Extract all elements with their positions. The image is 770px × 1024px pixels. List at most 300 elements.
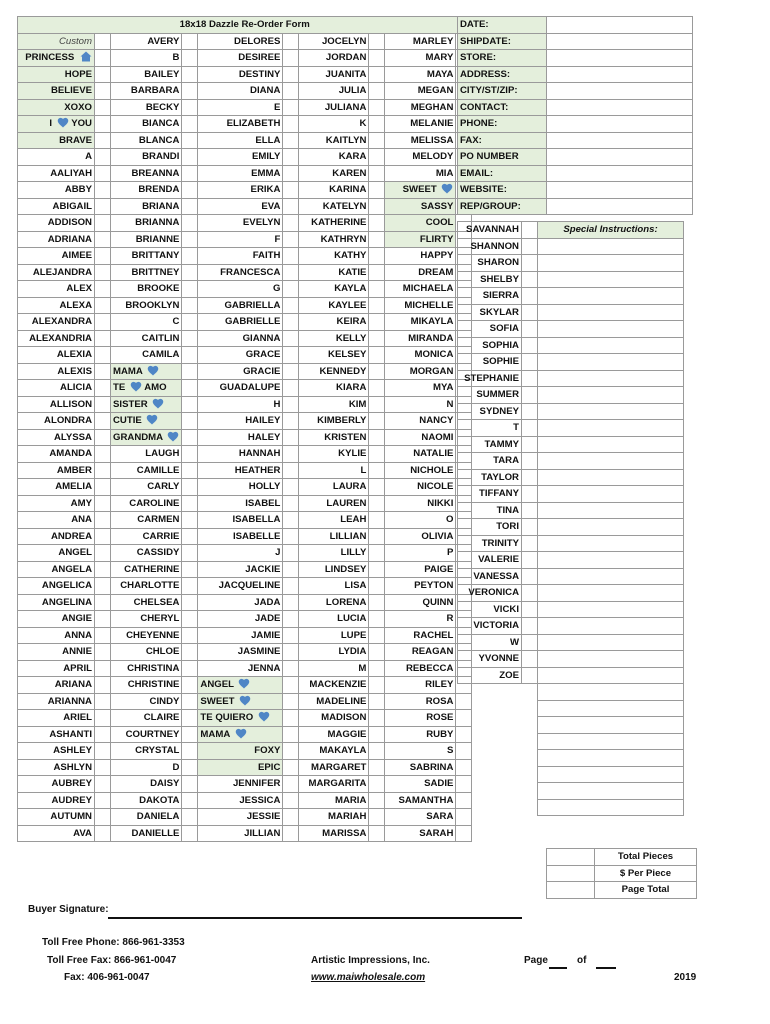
quantity-box[interactable] xyxy=(283,809,299,826)
quantity-box[interactable] xyxy=(95,776,111,793)
quantity-box[interactable] xyxy=(95,198,111,215)
quantity-box[interactable] xyxy=(283,248,299,265)
name-cell xyxy=(385,99,456,116)
special-instructions-field[interactable] xyxy=(538,337,684,354)
quantity-box[interactable] xyxy=(182,215,198,232)
quantity-box[interactable] xyxy=(283,710,299,727)
quantity-box[interactable] xyxy=(283,776,299,793)
grid-row xyxy=(18,446,472,463)
quantity-box[interactable] xyxy=(95,512,111,529)
company-website[interactable]: www.maiwholesale.com xyxy=(311,972,426,983)
quantity-box[interactable] xyxy=(369,545,385,562)
quantity-box[interactable] xyxy=(283,66,299,83)
quantity-box[interactable] xyxy=(182,314,198,331)
quantity-box[interactable] xyxy=(283,677,299,694)
special-instructions-field[interactable] xyxy=(538,420,684,437)
quantity-box[interactable] xyxy=(182,396,198,413)
quantity-box[interactable] xyxy=(95,50,111,67)
info-field[interactable] xyxy=(547,50,693,67)
quantity-box[interactable] xyxy=(95,693,111,710)
quantity-box[interactable] xyxy=(95,660,111,677)
quantity-box[interactable] xyxy=(522,337,538,354)
quantity-box[interactable] xyxy=(283,495,299,512)
special-instructions-field[interactable] xyxy=(538,469,684,486)
grid-row xyxy=(18,347,472,364)
special-instructions-field[interactable] xyxy=(538,684,684,701)
quantity-box[interactable] xyxy=(95,215,111,232)
quantity-box[interactable] xyxy=(95,231,111,248)
quantity-box[interactable] xyxy=(283,314,299,331)
name-cell xyxy=(198,512,283,529)
quantity-box[interactable] xyxy=(182,660,198,677)
quantity-box[interactable] xyxy=(182,561,198,578)
quantity-box[interactable] xyxy=(283,380,299,397)
quantity-box[interactable] xyxy=(369,743,385,760)
quantity-box[interactable] xyxy=(283,660,299,677)
name-label: DELORES xyxy=(234,35,281,47)
quantity-box[interactable] xyxy=(182,66,198,83)
quantity-box[interactable] xyxy=(95,314,111,331)
quantity-box[interactable] xyxy=(369,198,385,215)
quantity-box[interactable] xyxy=(283,50,299,67)
quantity-box[interactable] xyxy=(182,347,198,364)
quantity-box[interactable] xyxy=(369,363,385,380)
quantity-box[interactable] xyxy=(182,116,198,133)
quantity-box[interactable] xyxy=(369,825,385,842)
quantity-box[interactable] xyxy=(369,644,385,661)
quantity-box[interactable] xyxy=(182,231,198,248)
special-instructions-field[interactable] xyxy=(538,255,684,272)
special-instructions-field[interactable] xyxy=(538,766,684,783)
quantity-box[interactable] xyxy=(283,116,299,133)
quantity-box[interactable] xyxy=(369,33,385,50)
quantity-box[interactable] xyxy=(95,594,111,611)
quantity-box[interactable] xyxy=(95,825,111,842)
quantity-box[interactable] xyxy=(283,215,299,232)
quantity-box[interactable] xyxy=(522,667,538,684)
grid-row xyxy=(18,594,472,611)
info-field[interactable] xyxy=(547,66,693,83)
quantity-box[interactable] xyxy=(283,429,299,446)
special-instructions-field[interactable] xyxy=(538,799,684,816)
quantity-box[interactable] xyxy=(283,330,299,347)
quantity-box[interactable] xyxy=(95,33,111,50)
quantity-box[interactable] xyxy=(522,222,538,239)
name-cell xyxy=(111,809,182,826)
quantity-box[interactable] xyxy=(283,132,299,149)
quantity-box[interactable] xyxy=(369,66,385,83)
quantity-box[interactable] xyxy=(369,330,385,347)
special-instructions-field[interactable] xyxy=(538,354,684,371)
info-field[interactable] xyxy=(547,182,693,199)
special-instructions-field[interactable] xyxy=(538,700,684,717)
info-field[interactable] xyxy=(547,132,693,149)
quantity-box[interactable] xyxy=(522,535,538,552)
info-field[interactable] xyxy=(547,165,693,182)
quantity-box[interactable] xyxy=(182,248,198,265)
quantity-box[interactable] xyxy=(182,429,198,446)
quantity-box[interactable] xyxy=(283,561,299,578)
quantity-box[interactable] xyxy=(283,231,299,248)
quantity-box[interactable] xyxy=(182,693,198,710)
quantity-box[interactable] xyxy=(95,380,111,397)
quantity-box[interactable] xyxy=(95,264,111,281)
quantity-box[interactable] xyxy=(95,330,111,347)
quantity-box[interactable] xyxy=(522,321,538,338)
quantity-box[interactable] xyxy=(283,149,299,166)
quantity-box[interactable] xyxy=(369,528,385,545)
quantity-box[interactable] xyxy=(369,693,385,710)
name-label: CHARLOTTE xyxy=(120,580,180,591)
quantity-box[interactable] xyxy=(369,314,385,331)
quantity-box[interactable] xyxy=(283,545,299,562)
special-instructions-field[interactable] xyxy=(538,370,684,387)
signature-line[interactable] xyxy=(108,917,522,919)
quantity-box[interactable] xyxy=(182,792,198,809)
info-field[interactable] xyxy=(547,33,693,50)
name-cell xyxy=(111,264,182,281)
quantity-box[interactable] xyxy=(95,99,111,116)
quantity-box[interactable] xyxy=(182,264,198,281)
name-label: HAILEY xyxy=(245,415,281,426)
special-instructions-field[interactable] xyxy=(538,502,684,519)
quantity-box[interactable] xyxy=(369,479,385,496)
quantity-box[interactable] xyxy=(522,271,538,288)
quantity-box[interactable] xyxy=(95,561,111,578)
special-instructions-field[interactable] xyxy=(538,601,684,618)
quantity-box[interactable] xyxy=(522,370,538,387)
special-instructions-field[interactable] xyxy=(538,519,684,536)
quantity-box[interactable] xyxy=(95,677,111,694)
quantity-box[interactable] xyxy=(95,578,111,595)
quantity-box[interactable] xyxy=(522,354,538,371)
quantity-box[interactable] xyxy=(95,495,111,512)
quantity-box[interactable] xyxy=(283,165,299,182)
special-instructions-field[interactable] xyxy=(538,486,684,503)
special-instructions-field[interactable] xyxy=(538,733,684,750)
quantity-box[interactable] xyxy=(95,545,111,562)
quantity-box[interactable] xyxy=(522,618,538,635)
info-field[interactable] xyxy=(547,116,693,133)
quantity-box[interactable] xyxy=(182,281,198,298)
quantity-box[interactable] xyxy=(283,83,299,100)
quantity-box[interactable] xyxy=(522,238,538,255)
quantity-box[interactable] xyxy=(283,33,299,50)
page-count-blank[interactable] xyxy=(596,967,616,969)
quantity-box[interactable] xyxy=(182,297,198,314)
quantity-box[interactable] xyxy=(182,594,198,611)
special-instructions-field[interactable] xyxy=(538,535,684,552)
quantity-box[interactable] xyxy=(182,512,198,529)
quantity-box[interactable] xyxy=(522,651,538,668)
quantity-box[interactable] xyxy=(95,644,111,661)
grid-row xyxy=(18,743,472,760)
quantity-box[interactable] xyxy=(283,182,299,199)
name-cell xyxy=(299,363,369,380)
quantity-box[interactable] xyxy=(522,255,538,272)
special-instructions-field[interactable] xyxy=(538,453,684,470)
quantity-box[interactable] xyxy=(369,660,385,677)
quantity-box[interactable] xyxy=(95,182,111,199)
quantity-box[interactable] xyxy=(369,792,385,809)
quantity-box[interactable] xyxy=(369,627,385,644)
quantity-box[interactable] xyxy=(369,396,385,413)
quantity-box[interactable] xyxy=(522,486,538,503)
quantity-box[interactable] xyxy=(95,429,111,446)
quantity-box[interactable] xyxy=(182,165,198,182)
quantity-box[interactable] xyxy=(369,726,385,743)
special-instructions-field[interactable] xyxy=(538,288,684,305)
quantity-box[interactable] xyxy=(95,297,111,314)
quantity-box[interactable] xyxy=(369,281,385,298)
special-instructions-field[interactable] xyxy=(538,717,684,734)
quantity-box[interactable] xyxy=(95,479,111,496)
quantity-box[interactable] xyxy=(522,568,538,585)
page-number-blank[interactable] xyxy=(549,967,567,969)
quantity-box[interactable] xyxy=(283,611,299,628)
quantity-box[interactable] xyxy=(283,446,299,463)
quantity-box[interactable] xyxy=(182,677,198,694)
quantity-box[interactable] xyxy=(369,231,385,248)
special-instructions-field[interactable] xyxy=(538,271,684,288)
quantity-box[interactable] xyxy=(369,116,385,133)
quantity-box[interactable] xyxy=(182,462,198,479)
quantity-box[interactable] xyxy=(182,644,198,661)
quantity-box[interactable] xyxy=(283,264,299,281)
quantity-box[interactable] xyxy=(369,462,385,479)
name-cell xyxy=(385,693,456,710)
quantity-box[interactable] xyxy=(456,825,472,842)
quantity-box[interactable] xyxy=(95,347,111,364)
quantity-box[interactable] xyxy=(369,215,385,232)
quantity-box[interactable] xyxy=(369,561,385,578)
quantity-box[interactable] xyxy=(182,330,198,347)
quantity-box[interactable] xyxy=(283,627,299,644)
quantity-box[interactable] xyxy=(369,512,385,529)
quantity-box[interactable] xyxy=(95,116,111,133)
name-cell xyxy=(458,568,522,585)
quantity-box[interactable] xyxy=(182,198,198,215)
quantity-box[interactable] xyxy=(369,50,385,67)
quantity-box[interactable] xyxy=(283,297,299,314)
quantity-box[interactable] xyxy=(369,710,385,727)
quantity-box[interactable] xyxy=(182,363,198,380)
quantity-box[interactable] xyxy=(283,825,299,842)
quantity-box[interactable] xyxy=(182,132,198,149)
quantity-box[interactable] xyxy=(522,502,538,519)
quantity-box[interactable] xyxy=(182,809,198,826)
quantity-box[interactable] xyxy=(369,347,385,364)
empty-cell xyxy=(458,733,538,750)
special-instructions-field[interactable] xyxy=(538,568,684,585)
quantity-box[interactable] xyxy=(182,825,198,842)
quantity-box[interactable] xyxy=(283,743,299,760)
quantity-box[interactable] xyxy=(182,83,198,100)
name-cell xyxy=(18,677,95,694)
quantity-box[interactable] xyxy=(182,578,198,595)
special-instructions-field[interactable] xyxy=(538,238,684,255)
quantity-box[interactable] xyxy=(95,462,111,479)
info-field[interactable] xyxy=(547,17,693,34)
quantity-box[interactable] xyxy=(369,429,385,446)
special-instructions-field[interactable] xyxy=(538,321,684,338)
special-instructions-field[interactable] xyxy=(538,387,684,404)
quantity-box[interactable] xyxy=(182,495,198,512)
quantity-box[interactable] xyxy=(182,743,198,760)
quantity-box[interactable] xyxy=(95,809,111,826)
quantity-box[interactable] xyxy=(369,149,385,166)
quantity-box[interactable] xyxy=(283,693,299,710)
quantity-box[interactable] xyxy=(95,149,111,166)
quantity-box[interactable] xyxy=(369,248,385,265)
quantity-box[interactable] xyxy=(283,528,299,545)
quantity-box[interactable] xyxy=(283,512,299,529)
special-instructions-field[interactable] xyxy=(538,783,684,800)
quantity-box[interactable] xyxy=(182,446,198,463)
quantity-box[interactable] xyxy=(182,33,198,50)
quantity-box[interactable] xyxy=(182,380,198,397)
quantity-box[interactable] xyxy=(182,545,198,562)
quantity-box[interactable] xyxy=(95,759,111,776)
page-total-field[interactable] xyxy=(547,882,595,899)
special-instructions-field[interactable] xyxy=(538,304,684,321)
quantity-box[interactable] xyxy=(95,710,111,727)
quantity-box[interactable] xyxy=(283,578,299,595)
quantity-box[interactable] xyxy=(95,165,111,182)
quantity-box[interactable] xyxy=(522,601,538,618)
quantity-box[interactable] xyxy=(522,453,538,470)
quantity-box[interactable] xyxy=(522,288,538,305)
quantity-box[interactable] xyxy=(369,83,385,100)
quantity-box[interactable] xyxy=(369,776,385,793)
special-instructions-field[interactable] xyxy=(538,750,684,767)
quantity-box[interactable] xyxy=(283,462,299,479)
quantity-box[interactable] xyxy=(95,627,111,644)
quantity-box[interactable] xyxy=(95,66,111,83)
quantity-box[interactable] xyxy=(522,585,538,602)
quantity-box[interactable] xyxy=(369,165,385,182)
quantity-box[interactable] xyxy=(182,413,198,430)
info-field[interactable] xyxy=(547,83,693,100)
quantity-box[interactable] xyxy=(369,495,385,512)
quantity-box[interactable] xyxy=(182,776,198,793)
quantity-box[interactable] xyxy=(283,347,299,364)
quantity-box[interactable] xyxy=(182,149,198,166)
quantity-box[interactable] xyxy=(182,479,198,496)
quantity-box[interactable] xyxy=(369,99,385,116)
quantity-box[interactable] xyxy=(369,264,385,281)
quantity-box[interactable] xyxy=(95,743,111,760)
per-piece-field[interactable] xyxy=(547,865,595,882)
quantity-box[interactable] xyxy=(522,469,538,486)
quantity-box[interactable] xyxy=(95,281,111,298)
special-instructions-field[interactable] xyxy=(538,403,684,420)
quantity-box[interactable] xyxy=(522,304,538,321)
special-instructions-field[interactable] xyxy=(538,585,684,602)
quantity-box[interactable] xyxy=(182,182,198,199)
quantity-box[interactable] xyxy=(283,726,299,743)
quantity-box[interactable] xyxy=(522,634,538,651)
info-field[interactable] xyxy=(547,198,693,215)
name-cell xyxy=(385,825,456,842)
quantity-box[interactable] xyxy=(283,759,299,776)
special-instructions-field[interactable] xyxy=(538,651,684,668)
quantity-box[interactable] xyxy=(182,99,198,116)
quantity-box[interactable] xyxy=(95,446,111,463)
quantity-box[interactable] xyxy=(369,132,385,149)
quantity-box[interactable] xyxy=(283,198,299,215)
quantity-box[interactable] xyxy=(95,363,111,380)
quantity-box[interactable] xyxy=(522,403,538,420)
quantity-box[interactable] xyxy=(283,363,299,380)
quantity-box[interactable] xyxy=(369,446,385,463)
quantity-box[interactable] xyxy=(283,594,299,611)
quantity-box[interactable] xyxy=(283,99,299,116)
quantity-box[interactable] xyxy=(283,281,299,298)
quantity-box[interactable] xyxy=(95,248,111,265)
quantity-box[interactable] xyxy=(95,83,111,100)
quantity-box[interactable] xyxy=(95,792,111,809)
quantity-box[interactable] xyxy=(182,726,198,743)
quantity-box[interactable] xyxy=(522,387,538,404)
special-instructions-field[interactable] xyxy=(538,634,684,651)
quantity-box[interactable] xyxy=(369,759,385,776)
quantity-box[interactable] xyxy=(283,644,299,661)
quantity-box[interactable] xyxy=(369,413,385,430)
quantity-box[interactable] xyxy=(522,436,538,453)
quantity-box[interactable] xyxy=(182,611,198,628)
quantity-box[interactable] xyxy=(283,792,299,809)
quantity-box[interactable] xyxy=(182,627,198,644)
quantity-box[interactable] xyxy=(522,552,538,569)
quantity-box[interactable] xyxy=(182,759,198,776)
info-field[interactable] xyxy=(547,149,693,166)
quantity-box[interactable] xyxy=(182,528,198,545)
quantity-box[interactable] xyxy=(369,578,385,595)
quantity-box[interactable] xyxy=(95,413,111,430)
special-instructions-field[interactable] xyxy=(538,436,684,453)
quantity-box[interactable] xyxy=(369,809,385,826)
special-instructions-field[interactable] xyxy=(538,552,684,569)
quantity-box[interactable] xyxy=(522,420,538,437)
quantity-box[interactable] xyxy=(369,182,385,199)
quantity-box[interactable] xyxy=(95,726,111,743)
quantity-box[interactable] xyxy=(369,297,385,314)
quantity-box[interactable] xyxy=(283,479,299,496)
quantity-box[interactable] xyxy=(95,396,111,413)
quantity-box[interactable] xyxy=(182,710,198,727)
info-field[interactable] xyxy=(547,99,693,116)
special-instructions-field[interactable] xyxy=(538,618,684,635)
quantity-box[interactable] xyxy=(283,413,299,430)
quantity-box[interactable] xyxy=(369,677,385,694)
quantity-box[interactable] xyxy=(522,519,538,536)
quantity-box[interactable] xyxy=(283,396,299,413)
quantity-box[interactable] xyxy=(369,611,385,628)
quantity-box[interactable] xyxy=(95,132,111,149)
quantity-box[interactable] xyxy=(95,528,111,545)
name-cell xyxy=(18,462,95,479)
info-label: DATE: xyxy=(458,17,547,34)
total-pieces-field[interactable] xyxy=(547,849,595,866)
quantity-box[interactable] xyxy=(95,611,111,628)
special-instructions-field[interactable] xyxy=(538,667,684,684)
quantity-box[interactable] xyxy=(182,50,198,67)
quantity-box[interactable] xyxy=(369,594,385,611)
quantity-box[interactable] xyxy=(369,380,385,397)
extra-row xyxy=(458,667,684,684)
extra-row xyxy=(458,271,684,288)
